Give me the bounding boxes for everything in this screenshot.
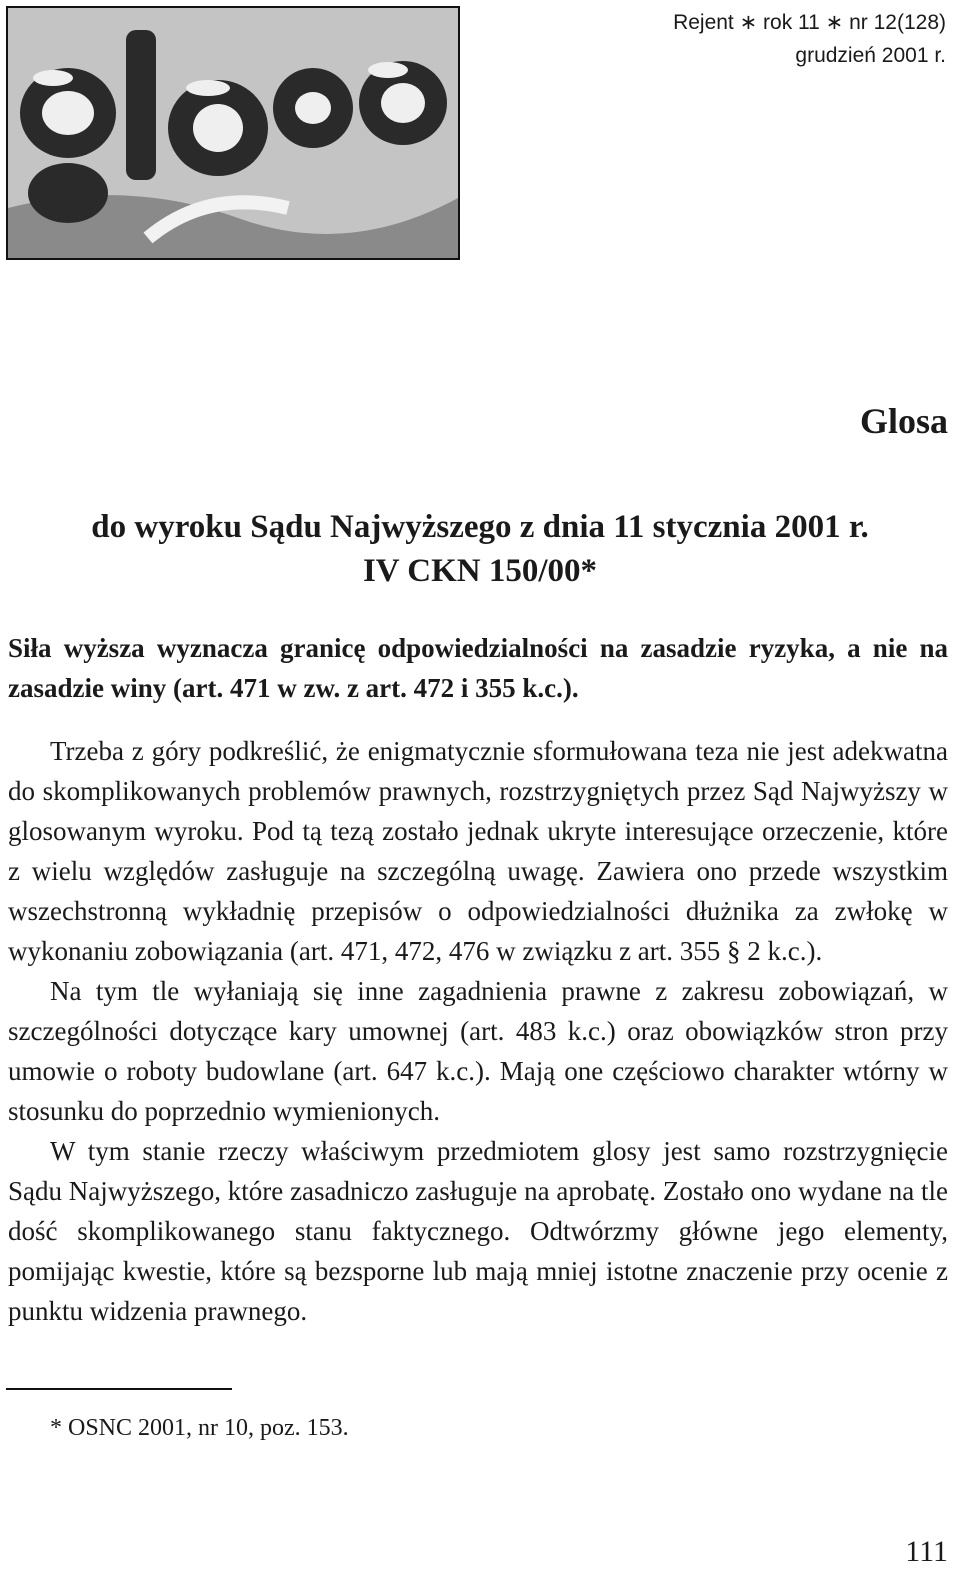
article-subtitle	[0, 505, 960, 593]
issue-date: grudzień 2001 r.	[795, 44, 946, 67]
journal-line: Rejent ∗ rok 11 ∗ nr 12(128)	[673, 11, 946, 34]
running-header	[673, 6, 946, 72]
page-number: 111	[905, 1535, 948, 1568]
footnote: * OSNC 2001, nr 10, poz. 153.	[50, 1415, 349, 1441]
body-paragraph: W tym stanie rzeczy właściwym przedmiotem glosy jest samo rozstrzygnięcie Sądu Najwyższego, które zasadniczo zasługuje na aprobatę. Zostało ono wydane na tle dość skomplikowanego stanu faktycznego. Odtwórzmy główne jego elementy, pomijając kwestie, które są bezsporne lub mają mniej istotne znaczenie przy ocenie z punktu widzenia prawnego.	[8, 1136, 948, 1326]
case-signature: IV CKN 150/00*	[362, 553, 598, 589]
article-title: Glosa	[859, 401, 948, 441]
body-paragraph: Trzeba z góry podkreślić, że enigmatycznie sformułowana teza nie jest adekwatna do skomplikowanych problemów prawnych, rozstrzygniętych przez Sąd Najwyższy w glosowanym wyroku. Pod tą tezą zostało jednak ukryte interesujące orzeczenie, które z wielu względów zasługuje na szczególną uwagę. Zawiera ono przede wszystkim wszechstronną wykładnię przepisów o odpowiedzialności dłużnika za zwłokę w wykonaniu zobowiązania (art. 471, 472, 476 w związku z art. 355 § 2 k.c.).	[8, 736, 948, 966]
body-paragraph: Na tym tle wyłaniają się inne zagadnienia prawne z zakresu zobowiązań, w szczególności dotyczące kary umownej (art. 483 k.c.) oraz obowiązków stron przy umowie o roboty budowlane (art. 647 k.c.). Mają one częściowo charakter wtórny w stosunku do poprzednio wymienionych.	[8, 976, 948, 1126]
article-body	[8, 731, 948, 1331]
judgment-reference: do wyroku Sądu Najwyższego z dnia 11 stycznia 2001 r.	[91, 509, 869, 545]
thesis-statement: Siła wyższa wyznacza granicę odpowiedzialności na zasadzie ryzyka, a nie na zasadzie winy (art. 471 w zw. z art. 472 i 355 k.c.).	[8, 633, 948, 703]
sculpted-letters-illustration	[8, 8, 458, 258]
glosa-logo-image	[6, 6, 460, 260]
footnote-divider	[6, 1388, 232, 1390]
